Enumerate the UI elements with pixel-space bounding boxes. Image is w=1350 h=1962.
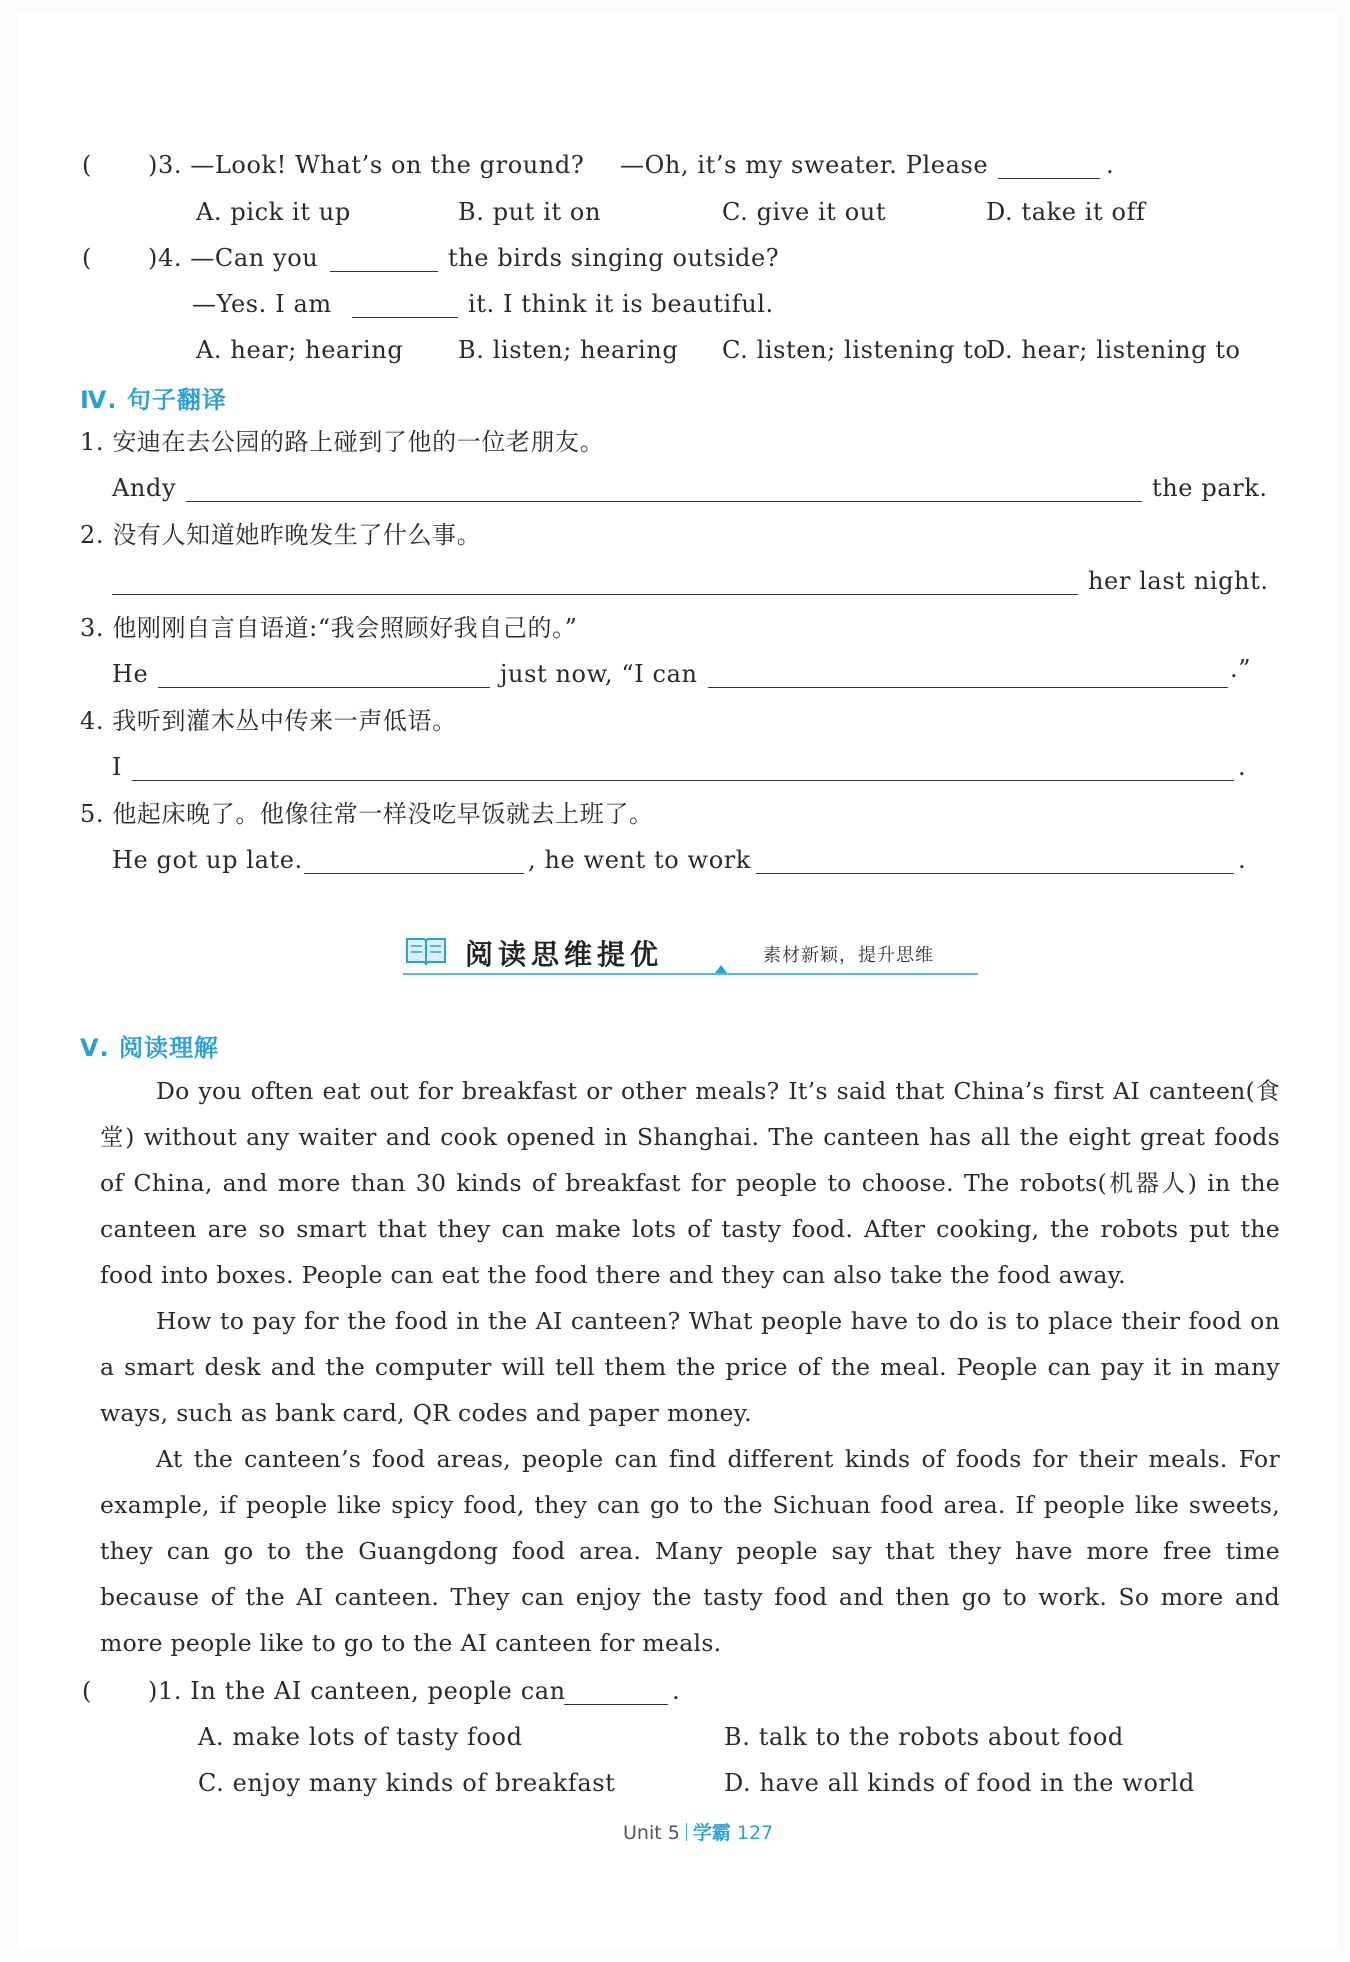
translation-prompt: 3. 他刚刚自言自语道:“我会照顾好我自己的。”	[80, 614, 578, 642]
translation-lead: I	[112, 753, 123, 781]
translation-prompt: 5. 他起床晚了。他像往常一样没吃早饭就去上班了。	[80, 800, 654, 828]
translation-lead: Andy	[112, 474, 177, 502]
answer-blank[interactable]	[564, 1682, 668, 1705]
translation-tail: .	[1238, 846, 1247, 874]
translation-tail: the park.	[1152, 474, 1268, 502]
footer-divider	[686, 1823, 687, 1841]
option-d: D. hear; listening to	[986, 336, 1241, 364]
translation-blank[interactable]	[756, 851, 1234, 874]
answer-blank[interactable]	[998, 156, 1100, 179]
sentence-end: .	[672, 1677, 681, 1705]
translation-tail: .”	[1230, 655, 1252, 683]
passage-paragraph: Do you often eat out for breakfast or other meals? It’s said that China’s first AI canteen(食堂) without any waiter and cook opened in Shanghai. The canteen has all the eight great foods of China, and more than 30 kinds of breakfast for people to choose. The robots(机器人) in the canteen are so smart that they can make lots of tasty food. After cooking, the robots put the food into boxes. People can eat the food there and they can also take the food away.	[100, 1077, 1280, 1289]
answer-paren: (	[82, 151, 92, 179]
question-stem: )3. —Look! What’s on the ground?	[148, 151, 585, 179]
footer-brand: 学霸	[692, 1822, 731, 1844]
sentence-end: .	[1106, 151, 1115, 179]
translation-blank[interactable]	[186, 479, 1142, 502]
option-b: B. listen; hearing	[458, 336, 679, 364]
page-footer	[623, 1818, 773, 1845]
translation-mid: , he went to work	[528, 846, 751, 874]
option-a: A. pick it up	[196, 198, 351, 226]
banner-underline	[403, 973, 978, 975]
translation-tail: her last night.	[1088, 567, 1269, 595]
book-icon	[403, 933, 449, 973]
question-stem: )1. In the AI canteen, people can	[148, 1677, 566, 1705]
answer-blank[interactable]	[330, 249, 438, 272]
translation-prompt: 2. 没有人知道她昨晚发生了什么事。	[80, 521, 482, 549]
question-stem-cont: the birds singing outside?	[448, 244, 780, 272]
option-c: C. enjoy many kinds of breakfast	[198, 1769, 616, 1797]
section-title-reading: Ⅴ. 阅读理解	[80, 1034, 220, 1062]
translation-prompt: 1. 安迪在去公园的路上碰到了他的一位老朋友。	[80, 428, 605, 456]
banner-marker	[715, 965, 727, 973]
option-c: C. give it out	[722, 198, 887, 226]
option-d: D. take it off	[986, 198, 1146, 226]
reading-passage	[100, 1068, 1280, 1666]
question-reply: —Oh, it’s my sweater. Please	[620, 151, 989, 179]
translation-blank[interactable]	[708, 665, 1228, 688]
option-d: D. have all kinds of food in the world	[724, 1769, 1195, 1797]
option-b: B. talk to the robots about food	[724, 1723, 1124, 1751]
translation-blank[interactable]	[132, 758, 1234, 781]
worksheet	[18, 14, 1338, 1950]
banner-title: 阅读思维提优	[465, 938, 664, 971]
question-reply: —Yes. I am	[192, 290, 332, 318]
question-reply-cont: it. I think it is beautiful.	[468, 290, 774, 318]
option-b: B. put it on	[458, 198, 602, 226]
banner-subtitle: 素材新颖，提升思维	[763, 945, 934, 966]
translation-blank[interactable]	[304, 851, 524, 874]
translation-lead: He got up late.	[112, 846, 303, 874]
section-title-translation: Ⅳ. 句子翻译	[80, 386, 227, 414]
answer-blank[interactable]	[352, 295, 458, 318]
translation-tail: .	[1238, 753, 1247, 781]
option-a: A. make lots of tasty food	[198, 1723, 523, 1751]
option-a: A. hear; hearing	[196, 336, 404, 364]
section-banner	[403, 929, 978, 975]
passage-paragraph: At the canteen’s food areas, people can find different kinds of foods for their meals. For example, if people like spicy food, they can go to the Sichuan food area. If people like sweets, they can go to the Guangdong food area. Many people say that they have more free time because of the AI canteen. They can enjoy the tasty food and then go to work. So more and more people like to go to the AI canteen for meals.	[100, 1445, 1280, 1657]
translation-lead: He	[112, 660, 149, 688]
translation-blank[interactable]	[112, 572, 1078, 595]
answer-paren: (	[82, 1677, 92, 1705]
page-number: 127	[736, 1822, 774, 1844]
question-stem: )4. —Can you	[148, 244, 319, 272]
footer-unit: Unit 5	[623, 1822, 680, 1844]
translation-blank[interactable]	[158, 665, 490, 688]
option-c: C. listen; listening to	[722, 336, 989, 364]
translation-prompt: 4. 我听到灌木丛中传来一声低语。	[80, 707, 457, 735]
answer-paren: (	[82, 244, 92, 272]
passage-paragraph: How to pay for the food in the AI canteen? What people have to do is to place their food on a smart desk and the computer will tell them the price of the meal. People can pay it in many ways, such as bank card, QR codes and paper money.	[100, 1307, 1280, 1427]
translation-mid: just now, “I can	[500, 660, 698, 688]
